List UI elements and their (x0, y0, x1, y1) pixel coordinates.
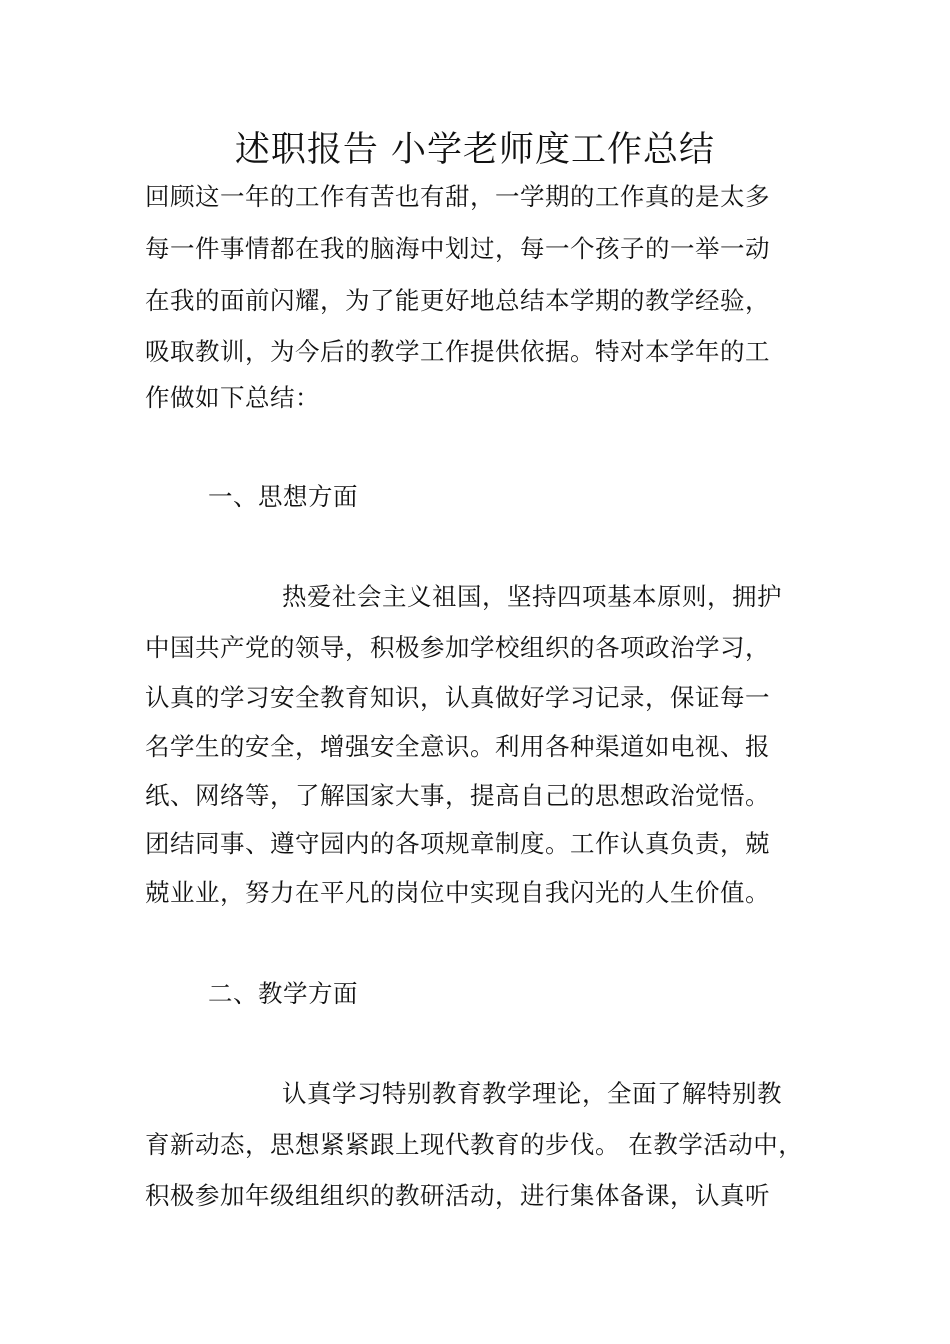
section1-heading: 一、思想方面 (208, 482, 358, 511)
intro-line-3: 在我的面前闪耀，为了能更好地总结本学期的教学经验， (145, 286, 770, 315)
section2-heading: 二、教学方面 (208, 979, 358, 1008)
section2-line-2: 育新动态，思想紧紧跟上现代教育的步伐。 在教学活动中， (145, 1130, 804, 1159)
section1-line-7: 兢业业，努力在平凡的岗位中实现自我闪光的人生价值。 (145, 878, 770, 907)
section1-line-2: 中国共产党的领导，积极参加学校组织的各项政治学习， (145, 633, 770, 662)
intro-line-2: 每一件事情都在我的脑海中划过，每一个孩子的一举一动 (145, 234, 770, 263)
section2-line-3: 积极参加年级组组织的教研活动，进行集体备课，认真听 (145, 1181, 770, 1210)
intro-line-5: 作做如下总结： (145, 383, 320, 412)
intro-line-1: 回顾这一年的工作有苦也有甜，一学期的工作真的是太多 (145, 182, 770, 211)
intro-line-4: 吸取教训，为今后的教学工作提供依据。特对本学年的工 (145, 337, 770, 366)
section1-line-5: 纸、网络等，了解国家大事，提高自己的思想政治觉悟。 (145, 781, 770, 810)
section1-line-6: 团结同事、遵守园内的各项规章制度。工作认真负责，兢 (145, 829, 770, 858)
section1-line-1: 热爱社会主义祖国，坚持四项基本原则，拥护 (282, 582, 782, 611)
document-title: 述职报告 小学老师度工作总结 (234, 130, 716, 170)
section2-line-1: 认真学习特别教育教学理论，全面了解特别教 (282, 1079, 782, 1108)
section1-line-3: 认真的学习安全教育知识，认真做好学习记录，保证每一 (145, 683, 770, 712)
section1-line-4: 名学生的安全，增强安全意识。利用各种渠道如电视、报 (145, 732, 770, 761)
